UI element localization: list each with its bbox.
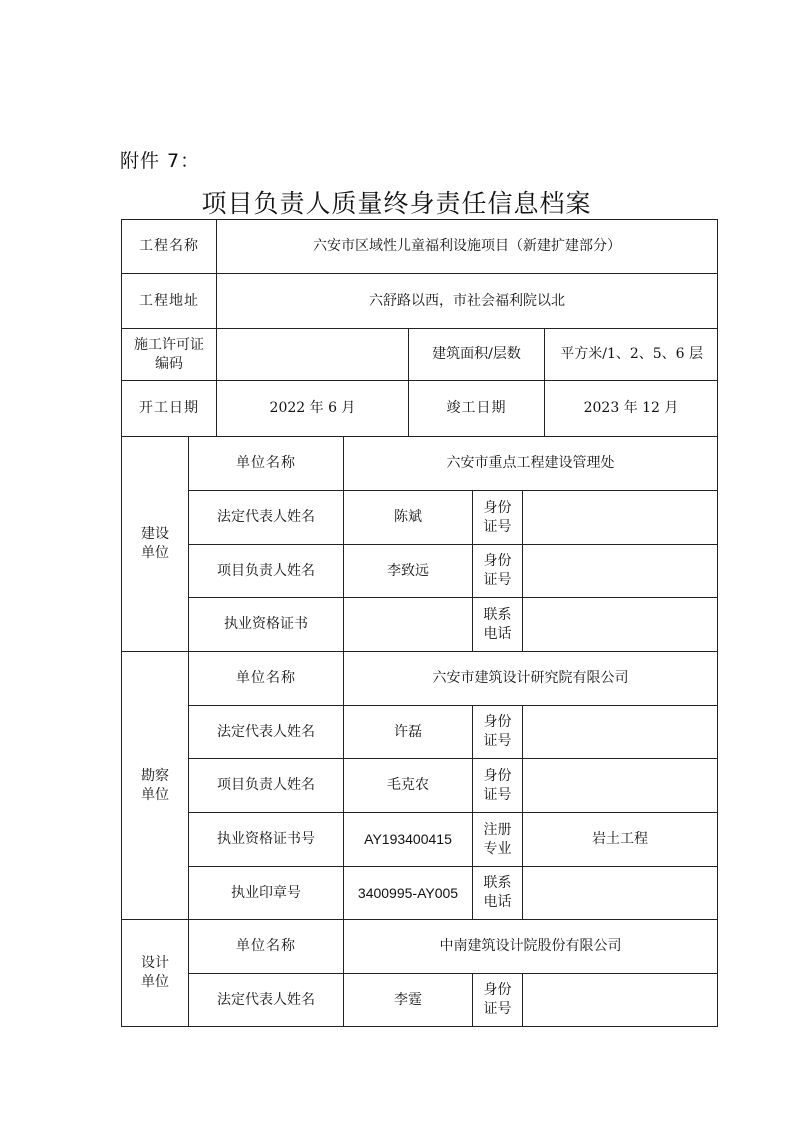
end-date-label: 竣工日期: [409, 381, 545, 437]
design-unit-section-label: 设计单位: [122, 920, 189, 1027]
id-number-value: [523, 706, 718, 759]
design-unit-name-row: [122, 920, 718, 974]
construction-legal-rep-row: [122, 491, 718, 545]
construction-unit-name-row: [122, 437, 718, 491]
end-date-value: 2023 年 12 月: [545, 381, 718, 437]
id-number-label: 身份证号: [473, 545, 523, 598]
id-number-value: [523, 759, 718, 813]
construction-unit-section-label: 建设单位: [122, 437, 189, 652]
responsibility-form-table: [121, 219, 718, 1027]
project-manager-value: 李致远: [344, 545, 473, 598]
survey-unit-section-label: 勘察单位: [122, 652, 189, 920]
qualification-cert-value: AY193400415: [344, 813, 473, 867]
project-name-value: 六安市区域性儿童福利设施项目（新建扩建部分）: [217, 220, 718, 274]
legal-rep-label: 法定代表人姓名: [189, 491, 344, 545]
permit-area-row: [122, 329, 718, 381]
id-number-value: [523, 545, 718, 598]
id-number-value: [523, 974, 718, 1027]
phone-label: 联系电话: [473, 867, 523, 920]
project-address-row: [122, 274, 718, 329]
id-number-label: 身份证号: [473, 974, 523, 1027]
document-title: 项目负责人质量终身责任信息档案: [201, 189, 592, 218]
legal-rep-label: 法定代表人姓名: [189, 706, 344, 759]
start-date-value: 2022 年 6 月: [217, 381, 409, 437]
survey-pm-row: [122, 759, 718, 813]
seal-number-value: 3400995-AY005: [344, 867, 473, 920]
legal-rep-value: 许磊: [344, 706, 473, 759]
date-row: [122, 381, 718, 437]
unit-name-value: 六安市重点工程建设管理处: [344, 437, 718, 491]
project-address-label: 工程地址: [122, 274, 217, 329]
qualification-cert-label: 执业资格证书: [189, 598, 344, 652]
project-manager-label: 项目负责人姓名: [189, 545, 344, 598]
survey-unit-name-row: [122, 652, 718, 706]
qualification-cert-value: [344, 598, 473, 652]
survey-legal-rep-row: [122, 706, 718, 759]
qualification-cert-label: 执业资格证书号: [189, 813, 344, 867]
project-name-row: [122, 220, 718, 274]
legal-rep-value: 陈斌: [344, 491, 473, 545]
permit-value: [217, 329, 409, 381]
phone-label: 联系电话: [473, 598, 523, 652]
project-name-label: 工程名称: [122, 220, 217, 274]
major-value: 岩土工程: [523, 813, 718, 867]
unit-name-value: 中南建筑设计院股份有限公司: [344, 920, 718, 974]
construction-pm-row: [122, 545, 718, 598]
seal-number-label: 执业印章号: [189, 867, 344, 920]
survey-cert-row: [122, 813, 718, 867]
phone-value: [523, 598, 718, 652]
project-address-value: 六舒路以西，市社会福利院以北: [217, 274, 718, 329]
start-date-label: 开工日期: [122, 381, 217, 437]
construction-cert-row: [122, 598, 718, 652]
id-number-label: 身份证号: [473, 706, 523, 759]
area-label: 建筑面积/层数: [409, 329, 545, 381]
id-number-label: 身份证号: [473, 759, 523, 813]
area-value: 平方米/1、2、5、6 层: [545, 329, 718, 381]
annex-label: 附件 7：: [120, 150, 201, 172]
unit-name-value: 六安市建筑设计研究院有限公司: [344, 652, 718, 706]
id-number-label: 身份证号: [473, 491, 523, 545]
survey-seal-row: [122, 867, 718, 920]
design-legal-rep-row: [122, 974, 718, 1027]
id-number-value: [523, 491, 718, 545]
legal-rep-label: 法定代表人姓名: [189, 974, 344, 1027]
unit-name-label: 单位名称: [189, 652, 344, 706]
permit-label: 施工许可证编码: [122, 329, 217, 381]
project-manager-label: 项目负责人姓名: [189, 759, 344, 813]
major-label: 注册专业: [473, 813, 523, 867]
unit-name-label: 单位名称: [189, 920, 344, 974]
legal-rep-value: 李霆: [344, 974, 473, 1027]
project-manager-value: 毛克农: [344, 759, 473, 813]
unit-name-label: 单位名称: [189, 437, 344, 491]
phone-value: [523, 867, 718, 920]
